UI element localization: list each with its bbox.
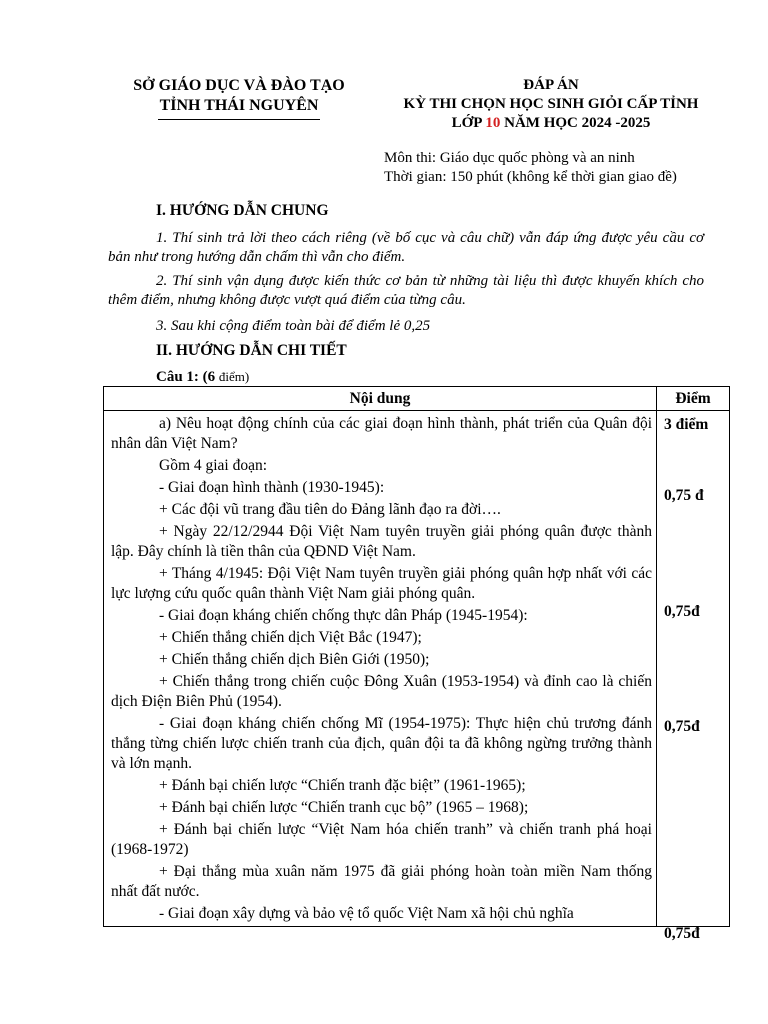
general-item-1-text: 1. Thí sinh trả lời theo cách riêng (về bố cục và câu chữ) vẫn đáp ứng được yêu cầu cơ bản như trong hướng dẫn chấm thì vẫn cho điểm. [108, 230, 704, 265]
org-line-2: TỈNH THÁI NGUYÊN [159, 97, 319, 114]
question-1-label [156, 369, 249, 386]
score-cell [657, 411, 730, 942]
grade-suffix: NĂM HỌC 2024 -2025 [500, 115, 651, 131]
general-item-3-text: 3. Sau khi cộng điểm toàn bài để điểm lẻ 0,25 [156, 318, 431, 334]
content-cell [104, 411, 657, 927]
content-line: - Giai đoạn kháng chiến chống thực dân Pháp (1945-1954): [159, 607, 528, 624]
time-line: Thời gian: 150 phút (không kể thời gian giao đề) [384, 169, 677, 185]
answer-table [103, 386, 730, 942]
grade-line [374, 114, 728, 133]
content-line: + Các đội vũ trang đầu tiên do Đảng lãnh đạo ra đời…. [159, 501, 501, 518]
content-line: - Giai đoạn hình thành (1930-1945): [159, 479, 385, 496]
content-line: - Giai đoạn xây dựng và bảo vệ tổ quốc Việt Nam xã hội chủ nghĩa [159, 905, 574, 922]
content-line: a) Nêu hoạt động chính của các giai đoạn hình thành, phát triển của Quân đội nhân dân Việt Nam? [111, 415, 652, 452]
content-line: + Đánh bại chiến lược “Chiến tranh cục bộ” (1965 – 1968); [159, 799, 529, 816]
col-header-score: Điểm [657, 387, 730, 411]
score-value: 0,75đ [664, 718, 700, 735]
score-total: 3 điểm [664, 416, 709, 433]
general-item-1 [108, 229, 704, 267]
general-item-2 [108, 272, 704, 310]
general-item-2-text: 2. Thí sinh vận dụng được kiến thức cơ bản từ những tài liệu thì được khuyến khích cho thêm điểm, nhưng không được vượt quá điểm của từng câu. [108, 273, 704, 308]
content-line: + Chiến thắng chiến dịch Việt Bắc (1947); [159, 629, 422, 646]
content-line: + Tháng 4/1945: Đội Việt Nam tuyên truyền giải phóng quân hợp nhất với các lực lượng cứu quốc quân thành Việt Nam giải phóng quân. [111, 565, 652, 602]
question-points: điểm) [218, 369, 250, 384]
department-header [104, 76, 374, 120]
grade-number: 10 [485, 115, 501, 131]
org-line-1: SỞ GIÁO DỤC VÀ ĐÀO TẠO [133, 77, 345, 94]
content-line: Gồm 4 giai đoạn: [159, 457, 268, 474]
header-underline [158, 119, 320, 120]
grade-prefix: LỚP [451, 115, 486, 131]
col-header-content: Nội dung [104, 387, 657, 411]
detail-heading: II. HƯỚNG DẪN CHI TIẾT [156, 342, 347, 359]
content-line: + Chiến thắng chiến dịch Biên Giới (1950); [159, 651, 430, 668]
table-row [104, 411, 730, 927]
question-label: Câu 1: (6 [156, 369, 216, 385]
score-value: 0,75đ [664, 925, 700, 942]
exam-title-block [374, 76, 728, 133]
content-line: + Đại thắng mùa xuân năm 1975 đã giải phóng hoàn toàn miền Nam thống nhất đất nước. [111, 863, 652, 900]
content-line: - Giai đoạn kháng chiến chống Mĩ (1954-1975): Thực hiện chủ trương đánh thắng từng chiến lược chiến tranh của địch, quân đội ta đã không ngừng trưởng thành và lớn mạnh. [111, 715, 652, 772]
doc-subtitle: KỲ THI CHỌN HỌC SINH GIỎI CẤP TỈNH [403, 96, 699, 112]
general-item-3 [108, 317, 704, 336]
doc-title: ĐÁP ÁN [523, 77, 579, 93]
table-header-row [104, 387, 730, 411]
score-value: 0,75 đ [664, 487, 704, 504]
content-line: + Chiến thắng trong chiến cuộc Đông Xuân (1953-1954) và đỉnh cao là chiến dịch Điện Biên Phủ (1954). [111, 673, 652, 710]
exam-info [384, 149, 677, 187]
subject-line: Môn thi: Giáo dục quốc phòng và an ninh [384, 150, 635, 166]
general-heading: I. HƯỚNG DẪN CHUNG [156, 202, 329, 219]
score-value: 0,75đ [664, 603, 700, 620]
content-line: + Ngày 22/12/2944 Đội Việt Nam tuyên truyền giải phóng quân được thành lập. Đây chính là tiền thân của QĐND Việt Nam. [111, 523, 652, 560]
content-line: + Đánh bại chiến lược “Việt Nam hóa chiến tranh” và chiến tranh phá hoại (1968-1972) [111, 821, 652, 858]
content-line: + Đánh bại chiến lược “Chiến tranh đặc biệt” (1961-1965); [159, 777, 526, 794]
